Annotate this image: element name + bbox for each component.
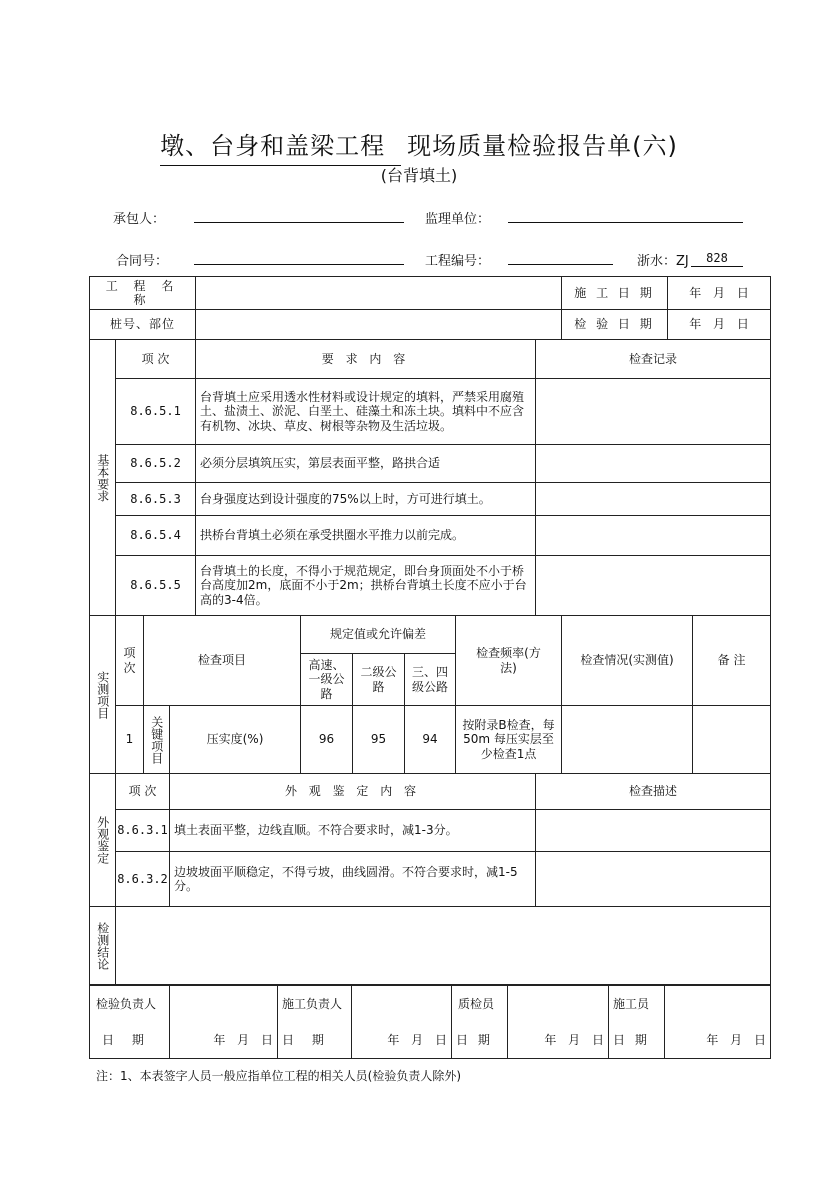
conclusion-section-label: 检测结论 (90, 907, 116, 985)
measured-col-tolerance: 规定值或允许偏差 (301, 616, 456, 654)
basic-col-item: 项 次 (116, 340, 196, 379)
qc-date[interactable]: 年 月 日 (508, 1022, 609, 1059)
inspector-label: 检验负责人 (90, 986, 170, 1022)
basic-row-record[interactable] (536, 516, 771, 556)
constructor-lead-date[interactable]: 年 月 日 (352, 1022, 452, 1059)
measured-row-freq: 按附录B检查，每50m 每压实层至少检查1点 (456, 706, 562, 774)
measured-row-item: 压实度(%) (170, 706, 301, 774)
supervisor-label: 监理单位： (425, 212, 491, 227)
inspector-sign[interactable] (170, 986, 278, 1022)
page-subtitle: (台背填土) (380, 166, 458, 185)
appearance-row-code: 8.6.3.2 (116, 852, 170, 907)
appearance-col-content: 外 观 鉴 定 内 容 (170, 774, 536, 810)
contractor-field[interactable] (194, 222, 404, 223)
construction-date-label: 施 工 日 期 (562, 277, 668, 310)
basic-section-label: 基本要求 (90, 340, 116, 616)
project-no-field[interactable] (508, 264, 613, 265)
project-name-value[interactable] (196, 277, 562, 310)
signature-date-row (90, 1022, 771, 1059)
project-name-label: 工 程 名 称 (90, 277, 196, 310)
measured-header-row (90, 616, 771, 654)
conclusion-row (90, 907, 771, 985)
appearance-header-row (90, 774, 771, 810)
basic-row (90, 379, 771, 445)
measured-col-no: 项次 (116, 616, 144, 706)
constructor-lead-sign[interactable] (352, 986, 452, 1022)
measured-col-grade3: 三、四级公路 (405, 654, 456, 706)
appearance-row-code: 8.6.3.1 (116, 810, 170, 852)
contractor-label: 承包人： (113, 212, 166, 227)
measured-col-grade2: 二级公路 (353, 654, 405, 706)
measured-row-v3: 94 (405, 706, 456, 774)
info-row-project (90, 277, 771, 310)
appearance-row-desc[interactable] (536, 810, 771, 852)
construction-date-value[interactable]: 年 月 日 (668, 277, 771, 310)
basic-row-code: 8.6.5.1 (116, 379, 196, 445)
appearance-row (90, 810, 771, 852)
basic-row-record[interactable] (536, 556, 771, 616)
basic-row (90, 556, 771, 616)
basic-row-code: 8.6.5.2 (116, 445, 196, 483)
measured-col-grade1: 高速、一级公路 (301, 654, 353, 706)
basic-row (90, 516, 771, 556)
info-row-station (90, 310, 771, 340)
basic-header-row (90, 340, 771, 379)
basic-row-record[interactable] (536, 445, 771, 483)
basic-row-record[interactable] (536, 379, 771, 445)
inspector-date-label: 日 期 (90, 1022, 170, 1059)
appearance-row (90, 852, 771, 907)
inspection-form-table (89, 276, 771, 985)
basic-row-code: 8.6.5.5 (116, 556, 196, 616)
measured-col-result: 检查情况(实测值) (562, 616, 693, 706)
basic-row-text: 拱桥台背填土必须在承受拱圈水平推力以前完成。 (196, 516, 536, 556)
basic-row-code: 8.6.5.4 (116, 516, 196, 556)
inspection-date-value[interactable]: 年 月 日 (668, 310, 771, 340)
worker-date[interactable]: 年 月 日 (665, 1022, 771, 1059)
measured-col-item: 检查项目 (144, 616, 301, 706)
qc-date-label: 日 期 (452, 1022, 508, 1059)
measured-key-label: 关键项目 (144, 706, 170, 774)
station-label: 桩号、部位 (90, 310, 196, 340)
measured-row-v2: 95 (353, 706, 405, 774)
appearance-section-label: 外观鉴定 (90, 774, 116, 907)
form-no-value: 828 (691, 251, 743, 267)
inspection-date-label: 检 验 日 期 (562, 310, 668, 340)
measured-row-no: 1 (116, 706, 144, 774)
supervisor-field[interactable] (508, 222, 743, 223)
contract-no-field[interactable] (194, 264, 404, 265)
measured-col-remark: 备 注 (693, 616, 771, 706)
signature-row (90, 986, 771, 1022)
basic-row-text: 必须分层填筑压实，第层表面平整，路拱合适 (196, 445, 536, 483)
appearance-row-text: 填土表面平整，边线直顺。不符合要求时，减1-3分。 (170, 810, 536, 852)
appearance-col-desc: 检查描述 (536, 774, 771, 810)
title-main: 现场质量检验报告单(六) (407, 132, 678, 160)
appearance-row-text: 边坡坡面平顺稳定，不得亏坡，曲线圆滑。不符合要求时，减1-5分。 (170, 852, 536, 907)
conclusion-field[interactable] (116, 907, 771, 985)
qc-sign[interactable] (508, 986, 609, 1022)
constructor-lead-date-label: 日 期 (278, 1022, 352, 1059)
basic-row-record[interactable] (536, 483, 771, 516)
worker-label: 施工员 (609, 986, 665, 1022)
station-value[interactable] (196, 310, 562, 340)
basic-row-text: 台身强度达到设计强度的75%以上时，方可进行填土。 (196, 483, 536, 516)
measured-row (90, 706, 771, 774)
project-no-label: 工程编号： (425, 254, 491, 269)
basic-row (90, 483, 771, 516)
signature-table (89, 985, 771, 1059)
basic-row (90, 445, 771, 483)
measured-row-v1: 96 (301, 706, 353, 774)
measured-section-label: 实测项目 (90, 616, 116, 774)
measured-col-freq: 检查频率(方 法) (456, 616, 562, 706)
worker-sign[interactable] (665, 986, 771, 1022)
basic-row-text: 台背填土应采用透水性材料或设计规定的填料，严禁采用腐殖土、盐渍土、淤泥、白垩土、硅藻土和冻土块。填料中不应含有机物、冰块、草皮、树根等杂物及生活垃圾。 (196, 379, 536, 445)
basic-row-text: 台背填土的长度，不得小于规范规定，即台身顶面处不小于桥台高度加2m，底面不小于2m；拱桥台背填土长度不应小于台高的3-4倍。 (196, 556, 536, 616)
basic-col-content: 要 求 内 容 (196, 340, 536, 379)
basic-row-code: 8.6.5.3 (116, 483, 196, 516)
measured-row-result[interactable] (562, 706, 693, 774)
inspector-date[interactable]: 年 月 日 (170, 1022, 278, 1059)
qc-label: 质检员 (452, 986, 508, 1022)
contract-no-label: 合同号： (116, 254, 169, 269)
appearance-col-item: 项 次 (116, 774, 170, 810)
basic-col-record: 检查记录 (536, 340, 771, 379)
constructor-lead-label: 施工负责人 (278, 986, 352, 1022)
footnote: 注：1、本表签字人员一般应指单位工程的相关人员(检验负责人除外) (96, 1069, 462, 1083)
page-title (0, 126, 838, 166)
worker-date-label: 日 期 (609, 1022, 665, 1059)
form-no-prefix: 浙水：ZJ (637, 254, 689, 269)
title-underlined: 墩、台身和盖梁工程 (160, 126, 401, 166)
appearance-row-desc[interactable] (536, 852, 771, 907)
measured-row-remark[interactable] (693, 706, 771, 774)
